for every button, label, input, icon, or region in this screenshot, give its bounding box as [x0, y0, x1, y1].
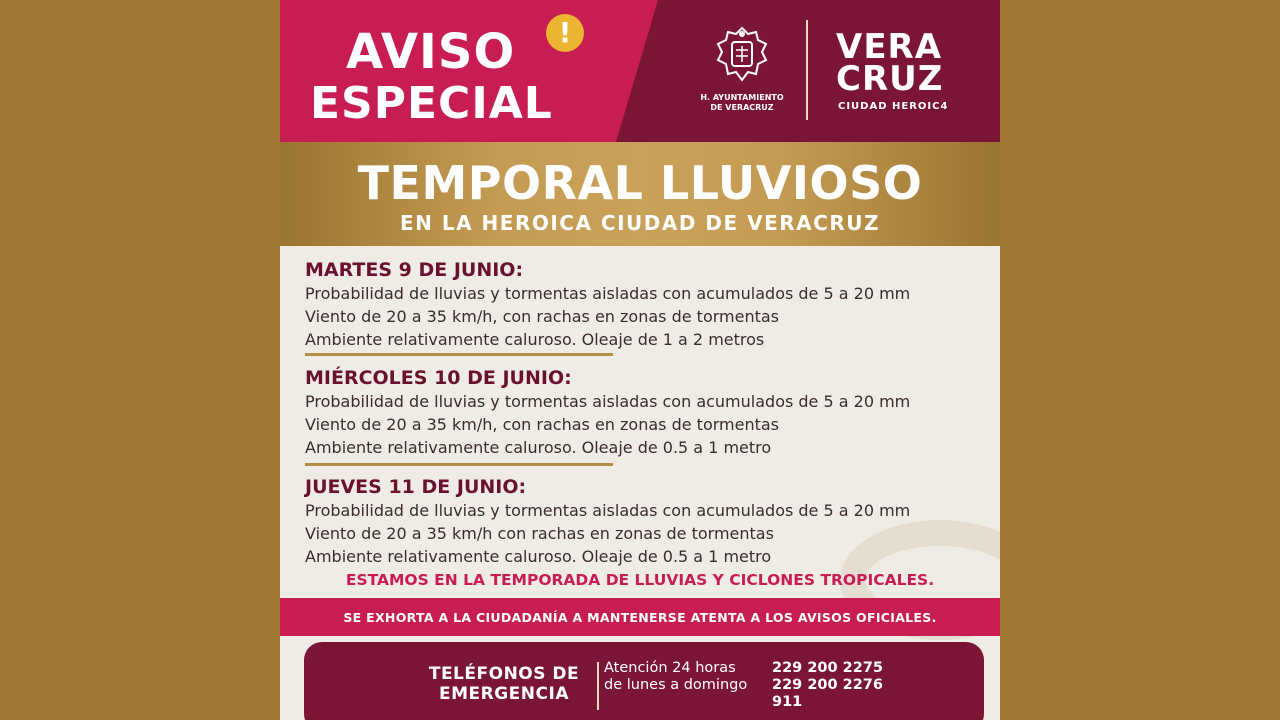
emergency-divider [597, 662, 599, 710]
forecast-line: Ambiente relativamente caluroso. Oleaje de 1 a 2 metros [305, 330, 765, 349]
forecast-line: Ambiente relativamente caluroso. Oleaje de 0.5 a 1 metro [305, 438, 772, 457]
emergency-panel [304, 642, 984, 720]
exclamation-icon: ! [546, 14, 584, 52]
exhortation-text: SE EXHORTA A LA CIUDADANÍA A MANTENERSE ATENTA A LOS AVISOS OFICIALES. [343, 610, 937, 625]
day-section-miercoles [305, 366, 995, 459]
emergency-title: TELÉFONOS DE EMERGENCIA [428, 664, 580, 704]
forecast-line: Ambiente relativamente caluroso. Oleaje de 0.5 a 1 metro [305, 547, 772, 566]
forecast-line: Viento de 20 a 35 km/h, con rachas en zonas de tormentas [305, 415, 780, 434]
season-notice: ESTAMOS EN LA TEMPORADA DE LLUVIAS Y CICLONES TROPICALES. [345, 571, 935, 589]
especial-title: ESPECIAL [310, 78, 553, 129]
phone-number[interactable]: 229 200 2275 [772, 660, 883, 676]
brand-logo-line1: VERA [836, 27, 943, 67]
day-heading: MIÉRCOLES 10 DE JUNIO: [305, 367, 572, 389]
section-divider [305, 353, 613, 356]
forecast-line: Probabilidad de lluvias y tormentas aisladas con acumulados de 5 a 20 mm [305, 284, 911, 303]
phone-number[interactable]: 229 200 2276 [772, 677, 883, 693]
ayuntamiento-caption: H. AYUNTAMIENTO DE VERACRUZ [700, 93, 784, 112]
city-seal-icon [712, 24, 772, 86]
forecast-line: Probabilidad de lluvias y tormentas aisladas con acumulados de 5 a 20 mm [305, 392, 911, 411]
section-divider [305, 463, 613, 466]
day-heading: MARTES 9 DE JUNIO: [305, 259, 524, 281]
day-heading: JUEVES 11 DE JUNIO: [305, 476, 527, 498]
forecast-line: Viento de 20 a 35 km/h con rachas en zonas de tormentas [305, 524, 774, 543]
forecast-line: Viento de 20 a 35 km/h, con rachas en zonas de tormentas [305, 307, 780, 326]
header-divider [806, 20, 808, 120]
emergency-phones [772, 660, 883, 711]
aviso-title: AVISO [346, 24, 516, 80]
page-title: TEMPORAL LLUVIOSO [357, 156, 923, 210]
brand-subtitle: CIUDAD HEROIC4 [838, 101, 949, 112]
phone-number[interactable]: 911 [772, 694, 803, 710]
day-section-jueves [305, 475, 995, 568]
forecast-line: Probabilidad de lluvias y tormentas aisladas con acumulados de 5 a 20 mm [305, 501, 911, 520]
header-banner [280, 0, 1000, 142]
announcement-poster [280, 0, 1000, 720]
day-section-martes [305, 258, 995, 351]
brand-logo-line2: CRUZ [836, 59, 944, 99]
emergency-hours: Atención 24 horas de lunes a domingo [604, 660, 748, 693]
page-subtitle: EN LA HEROICA CIUDAD DE VERACRUZ [400, 211, 880, 235]
